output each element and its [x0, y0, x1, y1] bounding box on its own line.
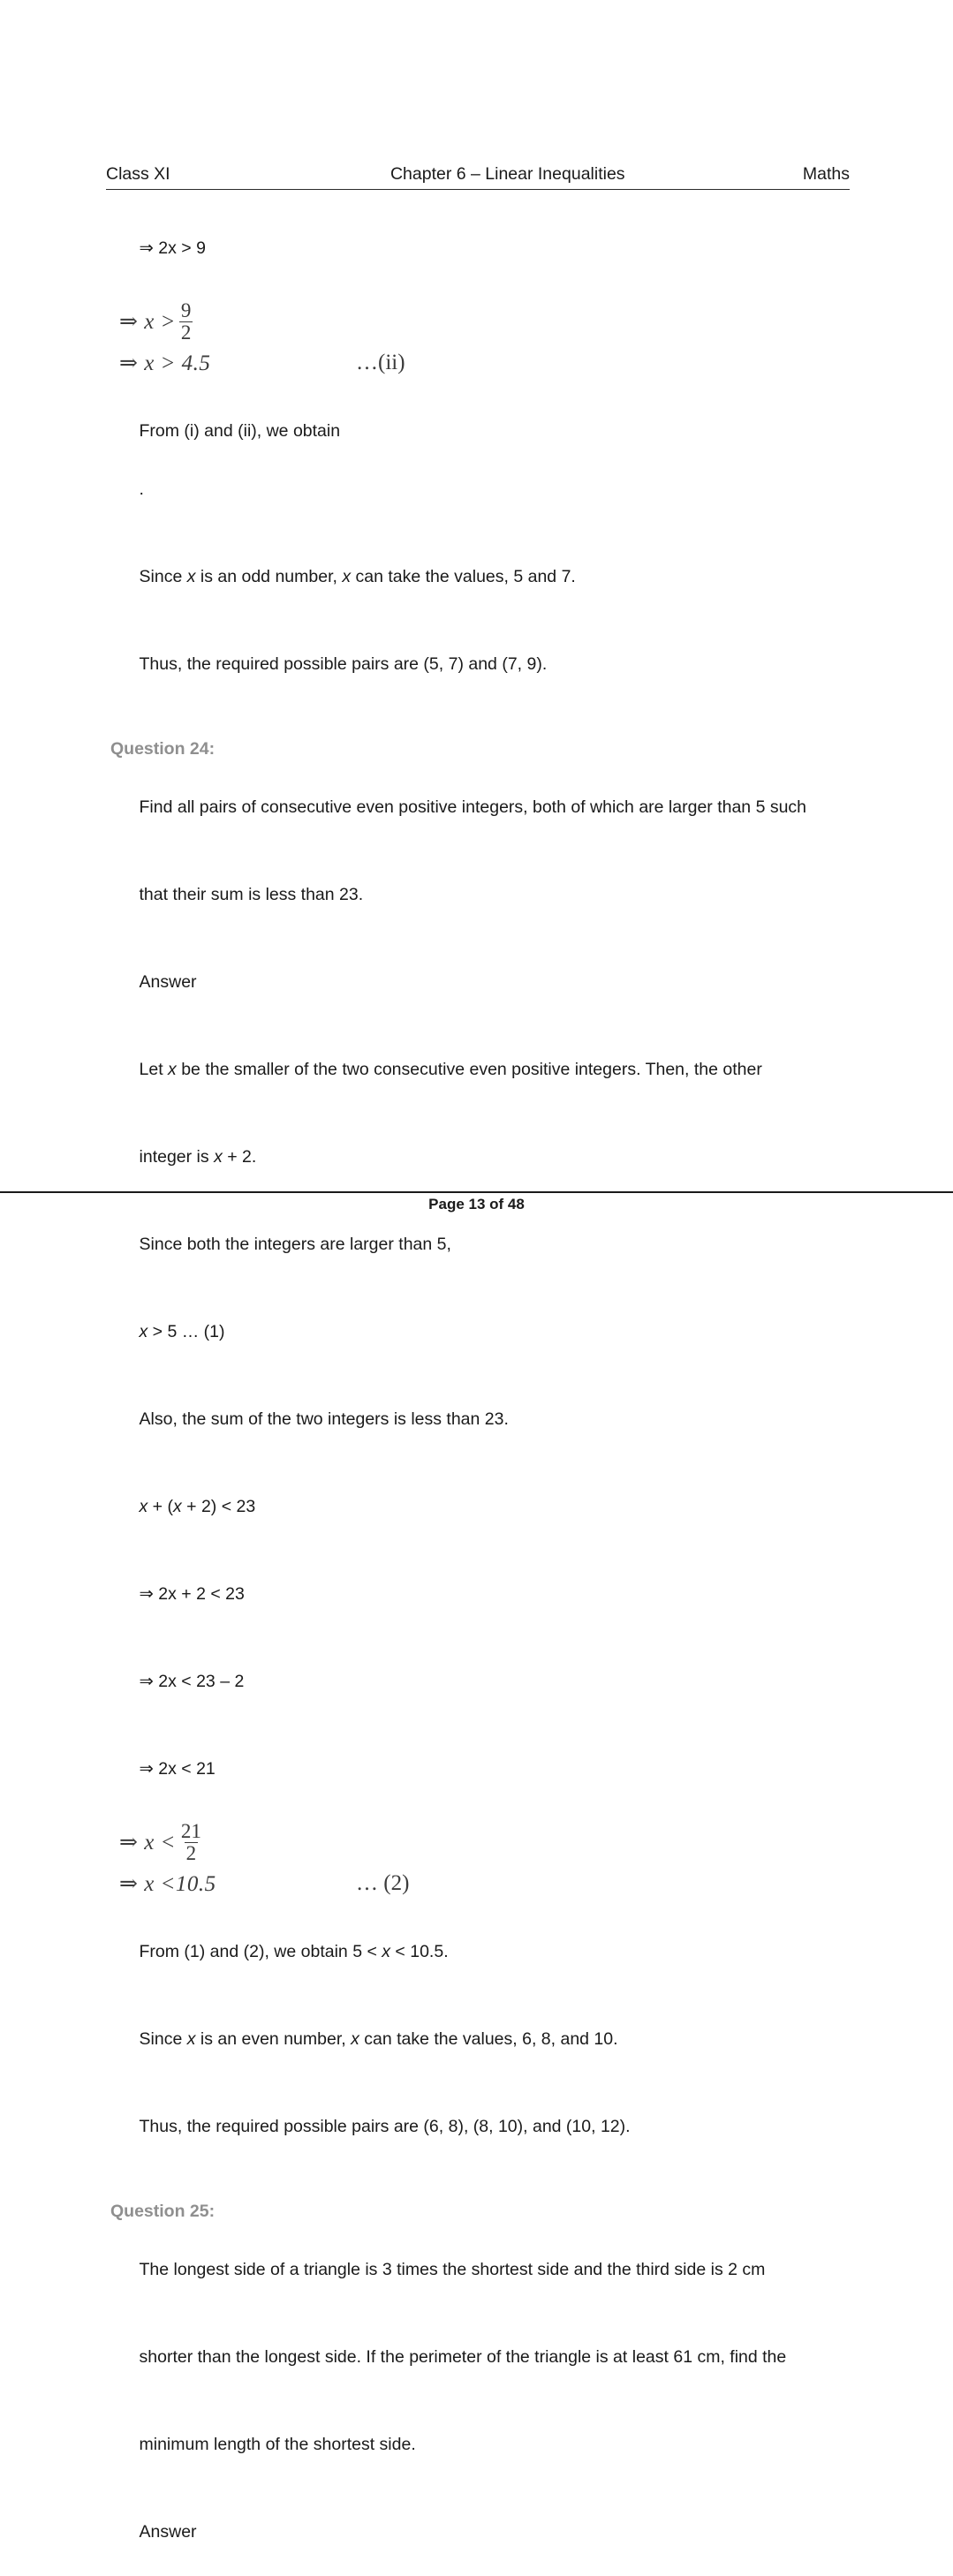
q24-answer-text-6: x + (x + 2) < 23 — [139, 1497, 256, 1516]
question-25-heading — [110, 2197, 857, 2226]
q24-answer-line-3 — [110, 1201, 857, 1288]
answer-label-question-25 — [110, 2489, 857, 2576]
answer-label-text-2: Answer — [139, 2522, 197, 2542]
question-24-text-2: that their sum is less than 23. — [139, 885, 364, 904]
q24-answer-text-3: Since both the integers are larger than 5, — [139, 1235, 451, 1254]
thus-pairs-q23-line — [110, 621, 857, 708]
q24-answer-text-4: x > 5 … (1) — [139, 1322, 225, 1341]
page-header — [106, 164, 850, 190]
question-25-text-line-3 — [110, 2401, 857, 2489]
question-24-text-1: Find all pairs of consecutive even positive integers, both of which are larger than 5 such — [139, 797, 807, 817]
math-lead-text: ⇒ x > — [119, 310, 176, 334]
q24-answer-text-5: Also, the sum of the two integers is less than 23. — [139, 1409, 509, 1429]
question-24-text-line-2 — [110, 851, 857, 939]
equation-label-ii: …(ii) — [356, 351, 405, 374]
page-number-text: Page 13 of 48 — [428, 1196, 525, 1212]
equation-label-2: … (2) — [356, 1871, 410, 1895]
q24-conclusion-text-2: Since x is an even number, x can take the values, 6, 8, and 10. — [139, 2029, 618, 2049]
header-class-label: Class XI — [106, 164, 170, 184]
q24-answer-text-9: ⇒ 2x < 21 — [139, 1759, 216, 1779]
page-number-footer — [0, 1196, 953, 1213]
q24-answer-line-2 — [110, 1114, 857, 1201]
q24-answer-line-7 — [110, 1551, 857, 1638]
math-row-x-lt-10point5 — [119, 1868, 857, 1900]
from-i-and-ii-line — [110, 388, 857, 533]
math-row-x-gt-4point5 — [119, 347, 857, 379]
math-row-text: ⇒ x > 4.5 — [119, 351, 211, 375]
question-24-text-line-1 — [110, 764, 857, 851]
question-24-heading-text: Question 24: — [110, 739, 216, 759]
fraction-denominator: 2 — [185, 1841, 197, 1864]
q24-conclusion-line-3 — [110, 2083, 857, 2171]
q24-conclusion-line-2 — [110, 1996, 857, 2083]
math-lead-text: ⇒ x < — [119, 1831, 176, 1855]
q24-answer-text-1: Let x be the smaller of the two consecutive even positive integers. Then, the other — [139, 1060, 762, 1079]
from-i-and-ii-text: From (i) and (ii), we obtain — [139, 421, 341, 441]
fraction-9-over-2 — [179, 300, 193, 343]
equation-text: ⇒ 2x > 9 — [139, 238, 206, 258]
q24-answer-line-9 — [110, 1726, 857, 1813]
math-row-x-gt-9-over-2 — [119, 296, 857, 347]
q24-answer-text-2: integer is x + 2. — [139, 1147, 257, 1167]
math-row-x-lt-21-over-2 — [119, 1817, 857, 1868]
answer-label-question-24 — [110, 939, 857, 1026]
question-25-text-1: The longest side of a triangle is 3 times the shortest side and the third side is 2 cm — [139, 2260, 766, 2279]
q24-conclusion-line-1 — [110, 1908, 857, 1996]
q24-answer-line-1 — [110, 1026, 857, 1114]
since-x-odd-line — [110, 533, 857, 621]
fraction-denominator: 2 — [180, 321, 192, 344]
header-chapter-title: Chapter 6 – Linear Inequalities — [390, 164, 625, 184]
math-block-two — [119, 1817, 857, 1900]
q24-conclusion-text-1: From (1) and (2), we obtain 5 < x < 10.5. — [139, 1942, 449, 1961]
answer-label-text-1: Answer — [139, 972, 197, 992]
q24-answer-text-7: ⇒ 2x + 2 < 23 — [139, 1584, 245, 1604]
math-block-one — [119, 296, 857, 379]
equation-2x-gt-9 — [110, 205, 857, 292]
since-x-odd-text: Since x is an odd number, x can take the values, 5 and 7. — [139, 567, 576, 586]
footer-divider — [0, 1191, 953, 1193]
page-content — [110, 205, 857, 2576]
question-25-text-line-2 — [110, 2314, 857, 2401]
question-24-heading — [110, 735, 857, 764]
thus-pairs-q23-text: Thus, the required possible pairs are (5, 7) and (7, 9). — [139, 654, 548, 674]
fraction-numerator: 21 — [180, 1820, 201, 1843]
q24-conclusion-text-3: Thus, the required possible pairs are (6, 8), (8, 10), and (10, 12). — [139, 2117, 631, 2136]
math-row-text: ⇒ x <10.5 — [119, 1872, 216, 1896]
fraction-21-over-2 — [179, 1821, 203, 1863]
q24-answer-line-8 — [110, 1638, 857, 1726]
q24-answer-line-5 — [110, 1376, 857, 1463]
q24-answer-text-8: ⇒ 2x < 23 – 2 — [139, 1672, 245, 1691]
q24-answer-line-4 — [110, 1288, 857, 1376]
question-25-text-3: minimum length of the shortest side. — [139, 2435, 416, 2454]
from-i-and-ii-period: . — [139, 480, 144, 499]
q24-answer-line-6 — [110, 1463, 857, 1551]
fraction-numerator: 9 — [180, 299, 192, 322]
question-25-text-2: shorter than the longest side. If the perimeter of the triangle is at least 61 cm, find the — [139, 2347, 787, 2367]
question-25-text-line-1 — [110, 2226, 857, 2314]
header-subject-label: Maths — [802, 164, 850, 184]
question-25-heading-text: Question 25: — [110, 2202, 216, 2221]
